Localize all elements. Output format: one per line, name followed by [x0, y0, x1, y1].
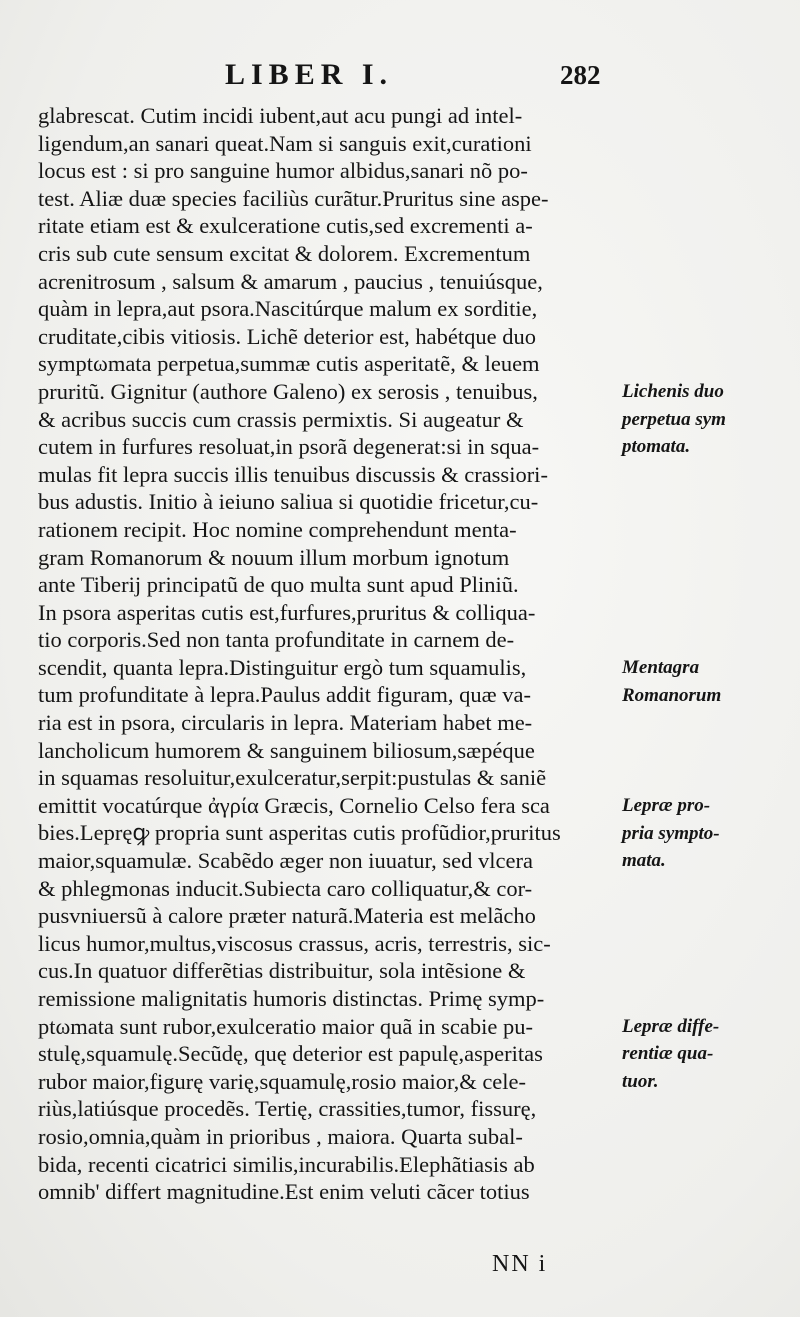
- text-line: tio corporis.Sed non tanta profunditate in carnem de-: [38, 627, 515, 653]
- text-line: stulę,squamulę.Secũdę, quę deterior est papulę,asperitas: [38, 1041, 543, 1067]
- text-line: rationem recipit. Hoc nomine comprehendunt menta-: [38, 516, 517, 542]
- margin-note-line: mata.: [622, 850, 666, 872]
- text-line: ante Tiberij principatũ de quo multa sunt apud Pliniũ.: [38, 572, 519, 598]
- margin-note-line: Mentagra: [622, 657, 700, 678]
- text-line: test. Aliæ duæ species faciliùs curãtur.Pruritus sine aspe-: [38, 185, 549, 211]
- margin-note: [622, 654, 797, 709]
- text-line: rosio,omnia,quàm in prioribus , maiora. Quarta subal-: [38, 1123, 523, 1149]
- text-line: tum profunditate à lepra.Paulus addit figuram, quæ va-: [38, 682, 532, 708]
- text-line: & acribus succis cum crassis permixtis. Si augeatur &: [38, 406, 524, 432]
- margin-note: [622, 792, 797, 875]
- main-text-block: [38, 102, 628, 1206]
- text-line: bida, recenti cicatrici similis,incurabilis.Elephãtiasis ab: [38, 1151, 535, 1177]
- margin-note-line: Romanorum: [622, 684, 722, 706]
- text-line: pusvniuersũ à calore præter naturã.Materia est melãcho: [38, 903, 536, 929]
- text-line: symptωmata perpetua,summæ cutis asperitatẽ, & leuem: [38, 351, 540, 377]
- text-line: in squamas resoluitur,exulceratur,serpit:pustulas & saniẽ: [38, 765, 547, 791]
- text-line: ria est in psora, circularis in lepra. Materiam habet me-: [38, 710, 533, 736]
- text-line: pruritũ. Gignitur (authore Galeno) ex serosis , tenuibus,: [38, 378, 538, 404]
- printer-signature: NN i: [492, 1251, 548, 1277]
- text-line: licus humor,multus,viscosus crassus, acris, terrestris, sic-: [38, 930, 551, 956]
- text-line: & phlegmonas inducit.Subiecta caro colliquatur,& cor-: [38, 875, 533, 901]
- text-line: bies.Lepręꝙ propria sunt asperitas cutis profũdior,pruritus: [38, 820, 561, 846]
- text-line: cutem in furfures resoluat,in psorã degenerat:si in squa-: [38, 434, 540, 460]
- running-title: LIBER I.: [225, 58, 394, 91]
- text-line: ptωmata sunt rubor,exulceratio maior quã in scabie pu-: [38, 1013, 533, 1039]
- margin-note-line: pria sympto-: [622, 822, 720, 844]
- page-footer: [0, 1251, 800, 1291]
- margin-note-line: rentiæ qua-: [622, 1043, 714, 1065]
- margin-note-line: Lichenis duo: [622, 381, 724, 402]
- text-line: ritate etiam est & exulceratione cutis,sed excrementi a-: [38, 213, 533, 239]
- text-line: omnib' differt magnitudine.Est enim veluti cãcer totius: [38, 1179, 530, 1205]
- text-line: emittit vocatúrque ἀγρία Græcis, Cornelio Celso fera sca: [38, 792, 550, 818]
- margin-note: [622, 1013, 797, 1096]
- text-line: remissione malignitatis humoris distinctas. Primę symp-: [38, 986, 545, 1011]
- margin-note-line: tuor.: [622, 1070, 659, 1092]
- text-line: rubor maior,figurę varię,squamulę,rosio maior,& cele-: [38, 1068, 527, 1094]
- page-header: [0, 58, 800, 98]
- margin-note: [622, 378, 797, 461]
- text-line: In psora asperitas cutis est,furfures,pruritus & colliqua-: [38, 599, 536, 625]
- text-line: cruditate,cibis vitiosis. Lichẽ deterior est, habétque duo: [38, 323, 536, 349]
- text-line: riùs,latiúsque procedẽs. Tertię, crassities,tumor, fissurę,: [38, 1096, 537, 1122]
- page-number: 282: [560, 60, 601, 90]
- text-line: cus.In quatuor differẽtias distribuitur, sola intẽsione &: [38, 958, 526, 984]
- text-line: lancholicum humorem & sanguinem biliosum,sæpéque: [38, 737, 535, 763]
- text-line: gram Romanorum & nouum illum morbum ignotum: [38, 544, 510, 570]
- text-line: ligendum,an sanari queat.Nam si sanguis exit,curationi: [38, 130, 532, 156]
- margin-note-line: perpetua sym: [622, 408, 726, 430]
- text-line: acrenitrosum , salsum & amarum , paucius , tenuiúsque,: [38, 268, 543, 294]
- text-line: scendit, quanta lepra.Distinguitur ergò tum squamulis,: [38, 654, 527, 680]
- margin-note-line: ptomata.: [622, 436, 691, 458]
- text-line: glabrescat. Cutim incidi iubent,aut acu pungi ad intel-: [38, 103, 523, 128]
- text-line: locus est : si pro sanguine humor albidus,sanari nõ po-: [38, 158, 528, 184]
- text-line: mulas fit lepra succis illis tenuibus discussis & crassiori-: [38, 461, 548, 487]
- text-line: cris sub cute sensum excitat & dolorem. Excrementum: [38, 240, 531, 266]
- margin-note-line: Lepræ diffe-: [622, 1015, 720, 1037]
- text-line: quàm in lepra,aut psora.Nascitúrque malum ex sorditie,: [38, 296, 538, 322]
- margin-note-line: Lepræ pro-: [622, 795, 711, 816]
- text-line: bus adustis. Initio à ieiuno saliua si quotidie fricetur,cu-: [38, 489, 539, 515]
- text-line: maior,squamulæ. Scabẽdo æger non iuuatur, sed vlcera: [38, 848, 533, 874]
